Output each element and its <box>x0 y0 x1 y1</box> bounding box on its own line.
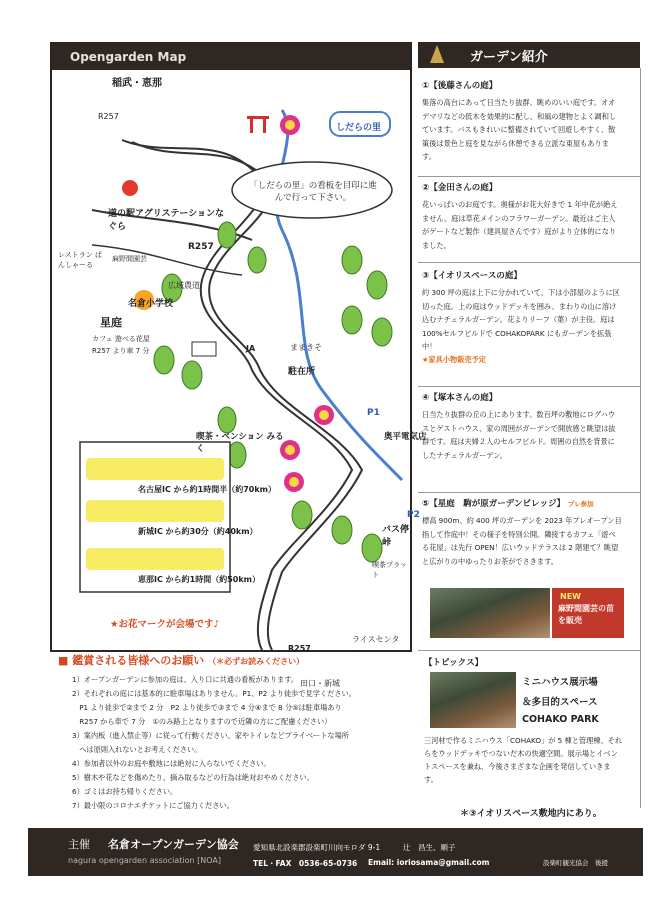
route-shinshiro: 新城IC から約30分（約40km） <box>138 527 258 536</box>
request-item-2: 2）それぞれの庭には基本的に駐車場はありません。P1、P2 より徒歩で見学ください。 <box>72 689 356 698</box>
map-label-shitara: しだらの里 <box>336 123 382 133</box>
request-item-3: 3）案内板（進入禁止等）に従って行動ください。家やトイレなどプライベートな場所 <box>72 731 349 740</box>
new-badge: NEW <box>560 592 581 601</box>
map-label-shinshiro: 田口・新城 <box>300 679 340 688</box>
divider <box>418 650 640 651</box>
footer-email: Email: ioriosama@gmail.com <box>368 858 490 867</box>
map-label-restaurant: レストラン ぱんしゃーる <box>58 251 103 269</box>
garden-1-body: 集落の高台にあって日当たり抜群、眺めのいい庭です。オオデマリなどの低木を効果的に配し、和風の建物とよく調和しています。バスもきれいに整備されていて回遊しやすく、散策後は景色と庭を見ながら休憩できる立派な東屋もあります。 <box>422 98 617 162</box>
map-label-ja: JA <box>246 344 256 353</box>
divider <box>418 176 640 177</box>
map-label-hoshiniwa-cafe: カフェ 遊べる花屋 <box>92 335 150 343</box>
footer-host-label: 主催 <box>68 838 90 851</box>
map-label-p2: P2 <box>407 510 420 520</box>
map-label-r257-top: R257 <box>98 112 119 121</box>
map-label-kissa-plat: 喫茶プラット <box>372 561 407 579</box>
map-label-koiki: 広域農道 <box>168 281 200 290</box>
intro-title: ガーデン紹介 <box>470 50 548 65</box>
topics-heading-2: ＆多目的スペース <box>522 697 598 708</box>
route-nagoya: 名古屋IC から約1時間半（約70km） <box>138 485 276 494</box>
topics-heading-1: ミニハウス展示場 <box>522 677 598 688</box>
map-header: Opengarden Map <box>52 44 410 70</box>
topics-body: 三河材で作るミニハウス「COHAKO」が 5 棟と管理棟、それらをウッドデッキでつないだ木の快適空間。展示場とイベントスペースを兼ね、今後さまざまな企画を発信していきます。 <box>424 736 623 784</box>
map-label-okudaira: 奥平電気店 <box>384 432 427 442</box>
request-item-4: 4）参加者以外のお庭や敷地には絶対に入らないでください。 <box>72 759 271 768</box>
request-item-5: 5）樹木や花などを傷めたり、摘み取るなどの行為は絶対おやめください。 <box>72 773 314 782</box>
map-label-restaurant-sub: 麻野間園芸 <box>112 255 147 263</box>
map-label-rice: ライスセンター <box>352 635 400 655</box>
request-title-main: ■ 鑑賞される皆様へのお願い <box>58 654 205 667</box>
garden-3-note: ★家具小物販売予定 <box>422 355 486 365</box>
garden-4-body: 日当たり抜群の丘の上にあります。数百坪の敷地にログハウスとゲストハウス、家の周囲がガーデンで開放感と眺望は抜群です。庭は夫婦２人のセルフビルド。周囲の自然を背景にしたナチュラルガーデン。 <box>422 410 616 460</box>
map-label-p1: P1 <box>367 408 380 418</box>
topics-footnote: ＊③イオリスペース敷地内にあり。 <box>460 809 602 819</box>
request-item-1: 1）オープンガーデンに参加の庭は、入り口に共通の看板があります。 <box>72 675 299 684</box>
new-text: 麻野間園芸の苗を販売 <box>558 604 614 625</box>
footer <box>28 828 643 876</box>
garden-4-title: ④【塚本さんの庭】 <box>422 393 498 403</box>
map-label-hoshiniwa-r257: R257 より車 7 分 <box>92 347 150 355</box>
footer-phone: TEL・FAX 0536-65-0736 <box>253 859 358 868</box>
garden-5-body: 標高 900m、約 400 坪のガーデンを 2023 年プレオープン目指して作庭中！その様子を特別公開。隣接するカフェ「遊べる花屋」は先行 OPEN！広いウッドテラスは 2 階建て？眺望と広がりの中ゆったりお茶がでさきます。 <box>422 516 622 566</box>
map-label-kissa: 喫茶・ペンション みるく <box>196 432 284 454</box>
map-drawing <box>52 70 410 650</box>
garden-1-title: ①【後藤さんの庭】 <box>422 81 498 91</box>
garden-4 <box>422 392 622 462</box>
request-subtitle: （＊必ずお読みください） <box>208 657 305 666</box>
garden-5-title-text: ⑤【星庭 駒が原ガーデンビレッジ】 <box>422 499 565 509</box>
map-label-inabu: 稲武・恵那 <box>112 78 162 89</box>
tree-icon <box>430 45 444 63</box>
map-label-r257-bottom: R257 <box>288 644 311 653</box>
request-item-7: 7）最小限のコロナエチケットにご協力ください。 <box>72 801 234 810</box>
divider <box>418 262 640 263</box>
map-label-chushajo: 駐在所 <box>288 367 316 377</box>
footer-address: 愛知県北設楽郡設楽町川向モロダ 9-1 <box>253 843 381 852</box>
map-label-bato: バス停峠 <box>382 525 410 548</box>
route-ena: 恵那IC から約1時間（約50km） <box>138 575 260 584</box>
request-title <box>58 652 304 668</box>
flower-note: ★お花マークが会場です♪ <box>110 619 220 630</box>
topics-heading-3: COHAKO PARK <box>522 714 599 725</box>
garden-3 <box>422 270 622 367</box>
garden-5-tag: プレ参加 <box>567 500 594 508</box>
divider <box>418 386 640 387</box>
divider <box>418 492 640 493</box>
garden-1 <box>422 80 622 163</box>
garden-2 <box>422 182 622 252</box>
request-item-6: 6）ゴミはお持ち帰りください。 <box>72 787 178 796</box>
map-label-school: 名倉小学校 <box>128 299 174 309</box>
map-label-hoshiniwa: 星庭 <box>100 316 122 329</box>
footer-support: 設楽町観光協会 後援 <box>543 859 608 867</box>
footer-host-name: 名倉オープンガーデン協会 <box>108 838 239 851</box>
garden-3-title: ③【イオリスペースの庭】 <box>422 271 522 281</box>
map-label-mamakiso: ままきそ <box>290 343 322 352</box>
garden-5-photo <box>430 588 550 638</box>
request-item-2c: R257 から車で 7 分 ①のみ路上となりますので近隣の方にご配慮ください） <box>72 717 332 726</box>
garden-3-body: 約 300 坪の庭は上下に分かれていて、下は小部屋のように区切った庭。上の庭はウッドデッキを囲み、まわりの山に溶け込むナチュラルガーデン。花よりリーフ（葉）が主役。庭は 100%セルフビルドで COHAKOPARK にもガーデンを拡張中！ <box>422 288 620 352</box>
request-item-2b: P1 より徒歩で②まで 2 分 P2 より徒歩で③まで 4 分④まで 8 分⑤は駐車場あり <box>72 703 342 712</box>
map-label-r257-mid: R257 <box>188 242 214 252</box>
garden-2-body: 花いっぱいのお庭です。奥様がお花大好きで 1 年中花が絶えません。庭は草花メインのフラワーガーデン。最近はご主人がゲートなど製作（建具屋さんです）庭がより立体的になりました。 <box>422 200 618 250</box>
map-bubble-text: 「しだらの里」の看板を目印に進んで行って下さい。 <box>249 181 377 203</box>
footer-contact-names: 辻 昌生、順子 <box>403 843 456 852</box>
cohako-photo <box>430 672 516 728</box>
garden-5-title <box>422 498 622 511</box>
garden-5 <box>422 498 622 568</box>
map-label-michinoeki: 道の駅アグリステーションなぐら <box>108 209 225 232</box>
topics-label: 【トピックス】 <box>424 658 484 668</box>
right-border <box>640 68 641 808</box>
new-badge-box <box>552 588 624 638</box>
footer-host-en: nagura opengarden association [NOA] <box>68 856 221 865</box>
garden-2-title: ②【金田さんの庭】 <box>422 183 498 193</box>
request-item-3b: へは原則入れないとお考えください。 <box>72 745 202 754</box>
